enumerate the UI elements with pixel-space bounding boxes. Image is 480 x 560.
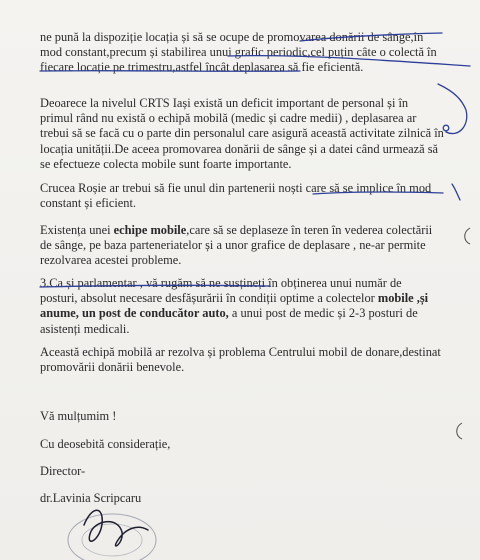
paragraph-2-line-4: locația unității.De aceea promovarea donării de sânge și a datei când urmează să (40, 141, 439, 156)
paragraph-1-line-2: mod constant,precum și stabilirea unui grafic periodic,cel puțin câte o colectă în (40, 45, 437, 60)
signatory-name: dr.Lavinia Scripcaru (40, 491, 142, 505)
pen-margin-curve (438, 84, 467, 134)
paragraph-4-bold-phrase: echipe mobile (113, 223, 187, 237)
pen-underline-5 (40, 285, 270, 287)
handwritten-signature (84, 510, 148, 546)
closing-thanks: Vă mulțumim ! (40, 409, 117, 423)
paragraph-1-line-3: fiecare locație pe trimestru,astfel încât deplasarea să fie eficientă. (40, 60, 364, 75)
paragraph-2-line-1: Deoarece la nivelul CRTS Iași există un deficit important de personal și în (40, 96, 409, 110)
paragraph-2-line-2: primul rând nu există o echipă mobilă (medic și cadre medii) , deplasarea ar (40, 111, 417, 126)
paragraph-6-line-1: Această echipă mobilă ar rezolva și problema Centrului mobil de donare,destinat (40, 345, 441, 359)
paragraph-5-line-2-start: posturi, absolut necesare desfășurării în condiții optime a colectelor (40, 291, 378, 306)
pen-circle-mark (443, 125, 449, 131)
paragraph-2-line-5: se efectueze colecta mobile sunt foarte importante. (40, 156, 292, 171)
margin-punch-mark-2 (457, 423, 462, 439)
paragraph-5-bold-mobile: mobile ,și (377, 291, 429, 306)
official-stamp-inner-ring (82, 524, 142, 556)
pen-underline-3 (40, 71, 300, 72)
paragraph-4-line-1-end: ,care să se deplaseze în teren în vederea colectării (186, 223, 433, 237)
official-stamp-ring (68, 514, 156, 560)
paragraph-5-line-3-end: a unui post de medic și 2-3 posturi de (228, 306, 418, 321)
paragraph-1-line-1: ne pună la dispoziție locația și să se ocupe de promovarea donării de sânge,în (40, 30, 424, 44)
pen-underline-1 (300, 33, 442, 41)
paragraph-2-line-3: trebui să se facă cu o parte din personalul care asigură această activitate zilnică în (40, 126, 444, 141)
paragraph-6-line-2: promovării donării benevole. (40, 360, 185, 375)
pen-margin-dash (452, 184, 460, 200)
pen-markings (40, 33, 470, 287)
closing-regards: Cu deosebită considerație, (40, 437, 171, 451)
paragraph-4-line-2: de sânge, pe baza parteneriatelor și a unor grafice de deplasare , ne-ar permite (40, 238, 426, 253)
pen-underline-2 (228, 56, 470, 66)
paragraph-5-line-1: 3.Ca și parlamentar , vă rugăm să ne susțineți în obținerea unui număr de (40, 276, 402, 290)
paragraph-5-line-4: asistenți medicali. (40, 321, 130, 336)
signatory-title: Director- (40, 464, 86, 478)
paragraph-5-bold-driver-post: anume, un post de conducător auto, (40, 306, 229, 321)
official-stamp-and-signature (68, 510, 156, 560)
paragraph-4-line-3: rezolvarea acestei probleme. (40, 253, 182, 268)
paragraph-3-line-2: constant și eficient. (40, 196, 136, 211)
paragraph-4-line-1-start: Existența unei (40, 223, 114, 237)
pen-underline-4 (313, 192, 443, 194)
paragraph-3-line-1: Crucea Roșie ar trebui să fie unul din partenerii noști care să se implice în mod (40, 181, 432, 195)
margin-punch-marks (457, 228, 470, 439)
margin-punch-mark-1 (465, 228, 470, 244)
